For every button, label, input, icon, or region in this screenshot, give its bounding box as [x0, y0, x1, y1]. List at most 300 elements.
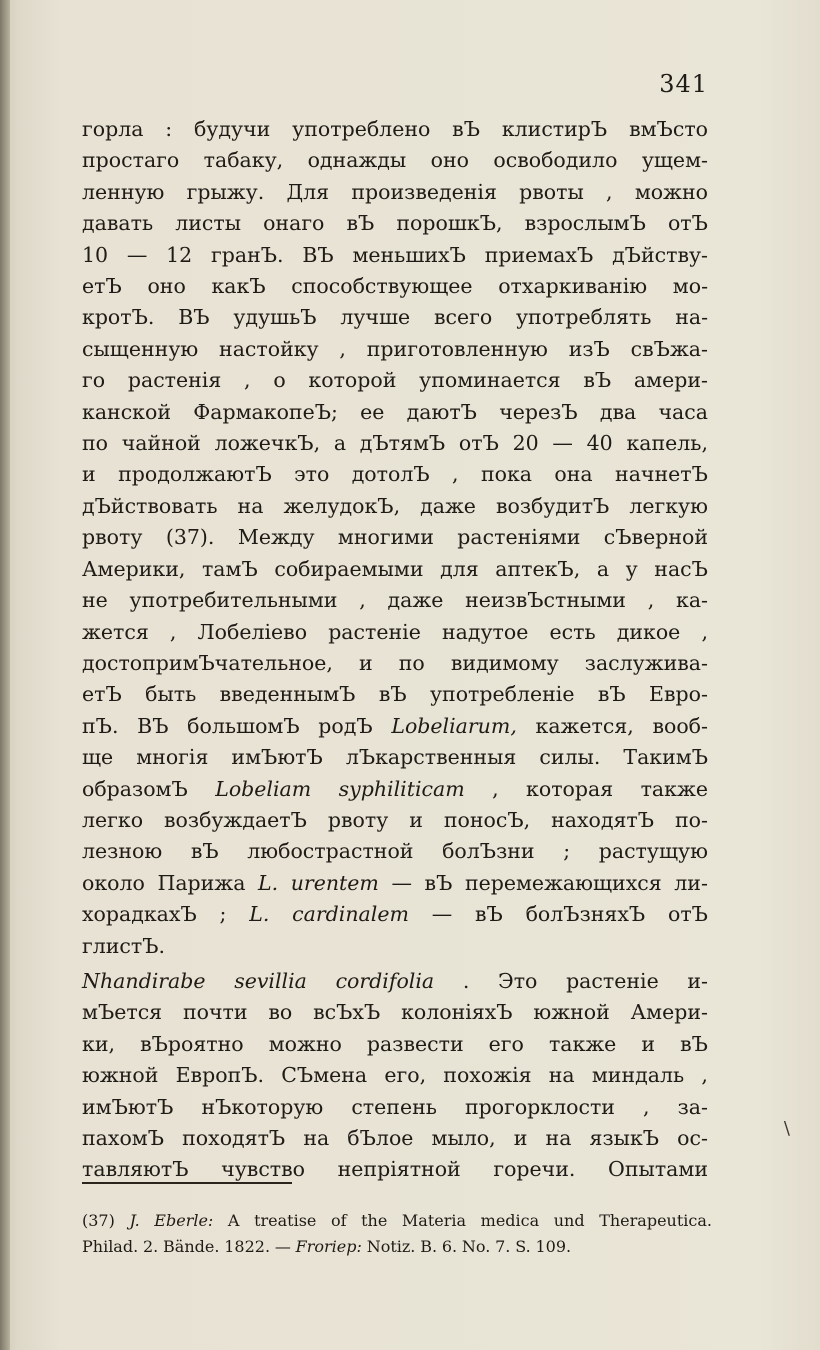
word: — [552, 431, 573, 456]
word: Bände. [163, 1237, 220, 1256]
word: есть [549, 619, 596, 644]
word: 10 [82, 242, 109, 267]
word: имЪютЪ [231, 745, 323, 770]
word: настойку [219, 336, 319, 361]
word: и [359, 650, 373, 675]
word: многія [136, 745, 209, 770]
word: the [361, 1211, 388, 1230]
word: она [554, 462, 593, 487]
word: рвоты [519, 179, 584, 204]
word: дотолЪ [351, 462, 430, 487]
word: ка- [676, 588, 708, 613]
word: of [330, 1211, 347, 1230]
word: A [227, 1211, 240, 1230]
word: — [126, 242, 148, 267]
word: лучше [340, 305, 411, 330]
paragraph-line [82, 491, 708, 522]
word: рвоту [327, 807, 389, 832]
word: растенія [127, 368, 222, 393]
word: cardinalem [292, 902, 409, 927]
word: видимому [450, 650, 559, 675]
word: Между [237, 525, 315, 550]
word: , [169, 619, 177, 644]
word: степень [351, 1094, 437, 1119]
word: находятЪ [551, 807, 655, 832]
word: за- [677, 1094, 708, 1119]
word: : [165, 117, 173, 141]
word: syphiliticam [338, 776, 465, 801]
word: , [359, 588, 366, 613]
word: освободило [493, 148, 618, 173]
paragraph-line [82, 208, 708, 239]
word: болЪзняхЪ [525, 902, 646, 927]
word: и- [687, 968, 708, 993]
word: чайной [121, 431, 201, 456]
word: кротЪ. [82, 305, 155, 330]
word: грыжу. [186, 179, 265, 204]
word: упоминается [419, 368, 561, 393]
word: надутое [441, 619, 529, 644]
word: на [237, 493, 264, 518]
page-mark: \ [783, 1118, 790, 1139]
word: и [409, 807, 423, 832]
word: чувство [221, 1157, 306, 1182]
word: Philad. [82, 1237, 139, 1256]
word: . [462, 968, 470, 993]
word: Nhandirabe [82, 968, 206, 993]
paragraph-line [82, 1029, 708, 1060]
paragraph-line [82, 711, 708, 742]
word: около [82, 870, 145, 895]
word: легко [82, 807, 144, 832]
word: ВЪ [302, 242, 334, 267]
word: также [640, 776, 708, 801]
word: B. [420, 1237, 438, 1256]
paragraph-line [82, 177, 708, 208]
word: и [82, 462, 96, 487]
word: вЪроятно [140, 1031, 244, 1056]
paragraph-line [82, 805, 708, 836]
paragraph-line [82, 271, 708, 302]
word: го [82, 368, 106, 393]
word: — [391, 870, 412, 895]
word: это [294, 462, 330, 487]
footnote-divider [82, 1182, 292, 1184]
word: ТакимЪ [623, 745, 708, 770]
word: дЪйству- [612, 242, 708, 267]
word: 2. [142, 1237, 159, 1256]
word: способствующее [291, 274, 473, 299]
word: его [488, 1031, 524, 1056]
word: Это [498, 968, 538, 993]
word: , [647, 588, 655, 613]
paragraph-line [82, 868, 708, 899]
word: растущую [598, 839, 708, 864]
word: ФармакопеЪ; [193, 399, 338, 424]
word: будучи [194, 117, 271, 141]
word: пЪ. [82, 713, 119, 738]
word: введеннымЪ [219, 682, 356, 707]
word: приемахЪ [484, 242, 594, 267]
word: имЪютЪ [82, 1094, 174, 1119]
word: — [431, 902, 453, 927]
word: рвоту [82, 525, 143, 550]
word: ложечкЪ, [214, 431, 321, 456]
word: простаго [82, 148, 180, 173]
paragraph-line [82, 774, 708, 805]
paragraph-line [82, 428, 708, 459]
word: хорадкахЪ [82, 902, 197, 927]
word: ли- [674, 870, 708, 895]
word: употреблять [515, 305, 652, 330]
word: можно [268, 1031, 342, 1056]
paragraph-line [82, 1123, 708, 1154]
word: взрослымЪ [524, 211, 646, 236]
word: L. [249, 902, 270, 927]
word: языкЪ [589, 1126, 660, 1150]
word: вооб- [652, 713, 708, 738]
word: и [641, 1031, 656, 1056]
word: можно [634, 179, 708, 204]
footnote-line [82, 1208, 712, 1234]
word: похожія [443, 1063, 532, 1088]
word: его, [384, 1063, 427, 1088]
word: етЪ [82, 682, 122, 707]
word: для [440, 556, 479, 581]
word: черезЪ [499, 399, 578, 424]
word: 12 [166, 242, 193, 267]
word: вЪ [424, 870, 453, 895]
word: южной [82, 1063, 159, 1088]
word: пахомЪ [82, 1126, 165, 1150]
paragraph-line [82, 617, 708, 648]
word: ВЪ [137, 713, 169, 738]
word: возбудитЪ [495, 493, 610, 518]
word: вмЪсто [629, 117, 708, 141]
word: ки, [82, 1031, 115, 1056]
word: любострастной [247, 839, 414, 864]
word: , [339, 336, 346, 361]
word: 20 [512, 431, 539, 456]
word: лезною [82, 839, 163, 864]
word: Eberle: [154, 1211, 214, 1230]
word: вЪ [597, 682, 626, 707]
word: No. [461, 1237, 491, 1256]
word: , [244, 368, 251, 393]
word: вЪ [190, 839, 219, 864]
word: , [452, 462, 459, 487]
word: жется [82, 619, 149, 644]
word: treatise [254, 1211, 317, 1230]
word: Для [286, 179, 330, 204]
word: отЪ [667, 211, 708, 236]
word: , [606, 179, 613, 204]
word: сыщенную [82, 336, 199, 361]
word: Парижа [157, 870, 246, 895]
word: S. [515, 1237, 531, 1256]
word: которая [526, 776, 614, 801]
word: порошкЪ, [396, 211, 503, 236]
word: 109. [535, 1237, 572, 1256]
word: онаго [263, 211, 325, 236]
word: вЪ [346, 211, 375, 236]
word: ленную [82, 179, 165, 204]
word: поносЪ, [443, 807, 531, 832]
word: (37). [165, 525, 215, 550]
word: употребительными [129, 588, 338, 613]
paragraph-line [82, 302, 708, 333]
word: отЪ [458, 431, 499, 456]
word: Lobeliam [215, 776, 312, 801]
word: приготовленную [366, 336, 548, 361]
word: листы [175, 211, 242, 236]
word: тамЪ [201, 556, 258, 581]
word: глистЪ. [82, 933, 166, 958]
word: легкую [629, 493, 708, 518]
page-spine-shadow [0, 0, 10, 1350]
word: горечи. [493, 1157, 576, 1182]
word: удушьЪ [233, 305, 317, 330]
word: неизвЪстными [465, 588, 626, 613]
word: употребленіе [429, 682, 575, 707]
word: дЪтямЪ [359, 431, 446, 456]
word: Опытами [608, 1157, 708, 1182]
paragraph-line [82, 365, 708, 396]
word: Lobeliarum, [391, 713, 517, 738]
word: даютЪ [406, 399, 477, 424]
word: J. [129, 1211, 140, 1230]
word: миндаль [591, 1063, 685, 1088]
word: ; [563, 839, 571, 864]
paragraph-line [82, 114, 708, 145]
word: амери- [633, 368, 708, 393]
word: достопримЪчательное, [82, 650, 333, 675]
word: medica [480, 1211, 540, 1230]
word: произведенія [351, 179, 497, 204]
word: горла [82, 117, 144, 141]
word: не [82, 588, 108, 613]
paragraph-line [82, 997, 708, 1028]
word: растеніями [457, 525, 581, 550]
word: по [398, 650, 425, 675]
word: растеніе [328, 619, 421, 644]
word: непріятной [337, 1157, 461, 1182]
page-number: 341 [659, 70, 708, 98]
word: ще [82, 745, 114, 770]
word: употреблено [292, 117, 431, 141]
word: меньшихЪ [352, 242, 466, 267]
paragraph [82, 966, 708, 1186]
word: а [333, 431, 347, 456]
word: даже [387, 588, 444, 613]
word: изЪ [568, 336, 610, 361]
word: вЪ [452, 117, 480, 141]
word: всЪхЪ [313, 1000, 381, 1025]
word: желудокЪ, [283, 493, 401, 518]
word: ее [360, 399, 385, 424]
word: по- [675, 807, 708, 832]
word: дЪйствовать [82, 493, 218, 518]
paragraph-line [82, 1060, 708, 1091]
word: собираемыми [274, 556, 424, 581]
word: пока [480, 462, 533, 487]
word: 7. [495, 1237, 511, 1256]
word: Евро- [649, 682, 708, 707]
paragraph-line [82, 334, 708, 365]
word: образомЪ [82, 776, 188, 801]
word: южной [533, 1000, 610, 1025]
word: насЪ [654, 556, 708, 581]
paragraph-line [82, 679, 708, 710]
word: у [625, 556, 638, 581]
paragraph-line [82, 397, 708, 428]
word: ; [219, 902, 227, 927]
word: , [643, 1094, 650, 1119]
word: табаку, [203, 148, 284, 173]
word: , [492, 776, 499, 801]
paragraph-line [82, 459, 708, 490]
body-text [82, 114, 708, 1186]
word: дикое [616, 619, 681, 644]
word: давать [82, 211, 154, 236]
word: клистирЪ [501, 117, 608, 141]
word: перемежающихся [464, 870, 662, 895]
word: Froriep: [295, 1237, 362, 1256]
word: а [596, 556, 610, 581]
word: und [553, 1211, 585, 1230]
word: силы. [539, 745, 601, 770]
word: отхаркиванію [498, 274, 648, 299]
paragraph-line [82, 648, 708, 679]
word: Америки, [82, 556, 186, 581]
word: канской [82, 399, 171, 424]
word: заслужива- [584, 650, 708, 675]
word: Лобеліево [197, 619, 308, 644]
word: бЪлое [347, 1126, 414, 1150]
word: болЪзни [442, 839, 535, 864]
paragraph-line [82, 145, 708, 176]
word: часа [658, 399, 708, 424]
word: , [701, 619, 708, 644]
paragraph-line [82, 554, 708, 585]
word: быть [145, 682, 197, 707]
word: на [545, 1126, 572, 1150]
word: Therapeutica. [599, 1211, 712, 1230]
word: лЪкарственныя [345, 745, 517, 770]
word: какЪ [211, 274, 266, 299]
paragraph-line [82, 742, 708, 773]
word: кажется, [535, 713, 634, 738]
word: по [82, 431, 109, 456]
paragraph-line [82, 585, 708, 616]
word: ос- [677, 1126, 708, 1150]
word: всего [433, 305, 493, 330]
word: на [303, 1126, 330, 1150]
word: етЪ [82, 274, 122, 299]
word: развести [366, 1031, 464, 1056]
word: возбуждаетЪ [164, 807, 307, 832]
word: оно [147, 274, 186, 299]
word: вЪ [474, 902, 503, 927]
word: 40 [586, 431, 613, 456]
word: аптекЪ, [495, 556, 581, 581]
word: прогорклости [464, 1094, 615, 1119]
word: cordifolia [335, 968, 435, 993]
word: мЪется [82, 1000, 163, 1025]
word: нЪкоторую [201, 1094, 324, 1119]
word: СЪмена [281, 1063, 368, 1088]
paragraph-line [82, 522, 708, 553]
word: (37) [82, 1211, 115, 1230]
word: оно [430, 148, 469, 173]
word: Notiz. [366, 1237, 416, 1256]
footnote [82, 1208, 712, 1260]
paragraph-line [82, 1092, 708, 1123]
word: мыло, [431, 1126, 496, 1150]
word: однажды [307, 148, 407, 173]
word: даже [420, 493, 476, 518]
word: походятЪ [182, 1126, 286, 1150]
word: большомЪ [187, 713, 300, 738]
word: мо- [672, 274, 708, 299]
word: , [701, 1063, 708, 1088]
paragraph-line [82, 899, 708, 930]
word: и [513, 1126, 528, 1150]
word: вЪ [378, 682, 407, 707]
word: вЪ [583, 368, 612, 393]
word: L. [258, 870, 279, 895]
word: растеніе [566, 968, 659, 993]
word: которой [308, 368, 397, 393]
word: вЪ [680, 1031, 708, 1056]
word: о [273, 368, 286, 393]
word: на [548, 1063, 575, 1088]
paragraph-line [82, 240, 708, 271]
word: гранЪ. [210, 242, 284, 267]
word: 6. [441, 1237, 458, 1256]
word: также [548, 1031, 617, 1056]
paragraph [82, 114, 708, 962]
word: капель, [626, 431, 708, 456]
paragraph-line [82, 931, 708, 962]
word: начнетЪ [615, 462, 708, 487]
word: — [274, 1237, 291, 1256]
word: сЪверной [603, 525, 708, 550]
word: 1822. [224, 1237, 271, 1256]
word: Materia [401, 1211, 467, 1230]
word: ВЪ [178, 305, 210, 330]
word: два [599, 399, 637, 424]
word: ЕвропЪ. [175, 1063, 265, 1088]
word: тавляютЪ [82, 1157, 189, 1182]
word: во [268, 1000, 293, 1025]
word: свЪжа- [630, 336, 708, 361]
paragraph-line [82, 836, 708, 867]
word: urentem [290, 870, 379, 895]
word: отЪ [667, 902, 708, 927]
word: колоніяхЪ [401, 1000, 513, 1025]
word: sevillia [234, 968, 307, 993]
word: ущем- [641, 148, 708, 173]
word: многими [337, 525, 434, 550]
footnote-line [82, 1234, 712, 1260]
word: на- [675, 305, 708, 330]
paragraph-line [82, 966, 708, 997]
word: родЪ [318, 713, 373, 738]
word: почти [182, 1000, 248, 1025]
word: продолжаютЪ [118, 462, 272, 487]
word: Амери- [630, 1000, 708, 1025]
